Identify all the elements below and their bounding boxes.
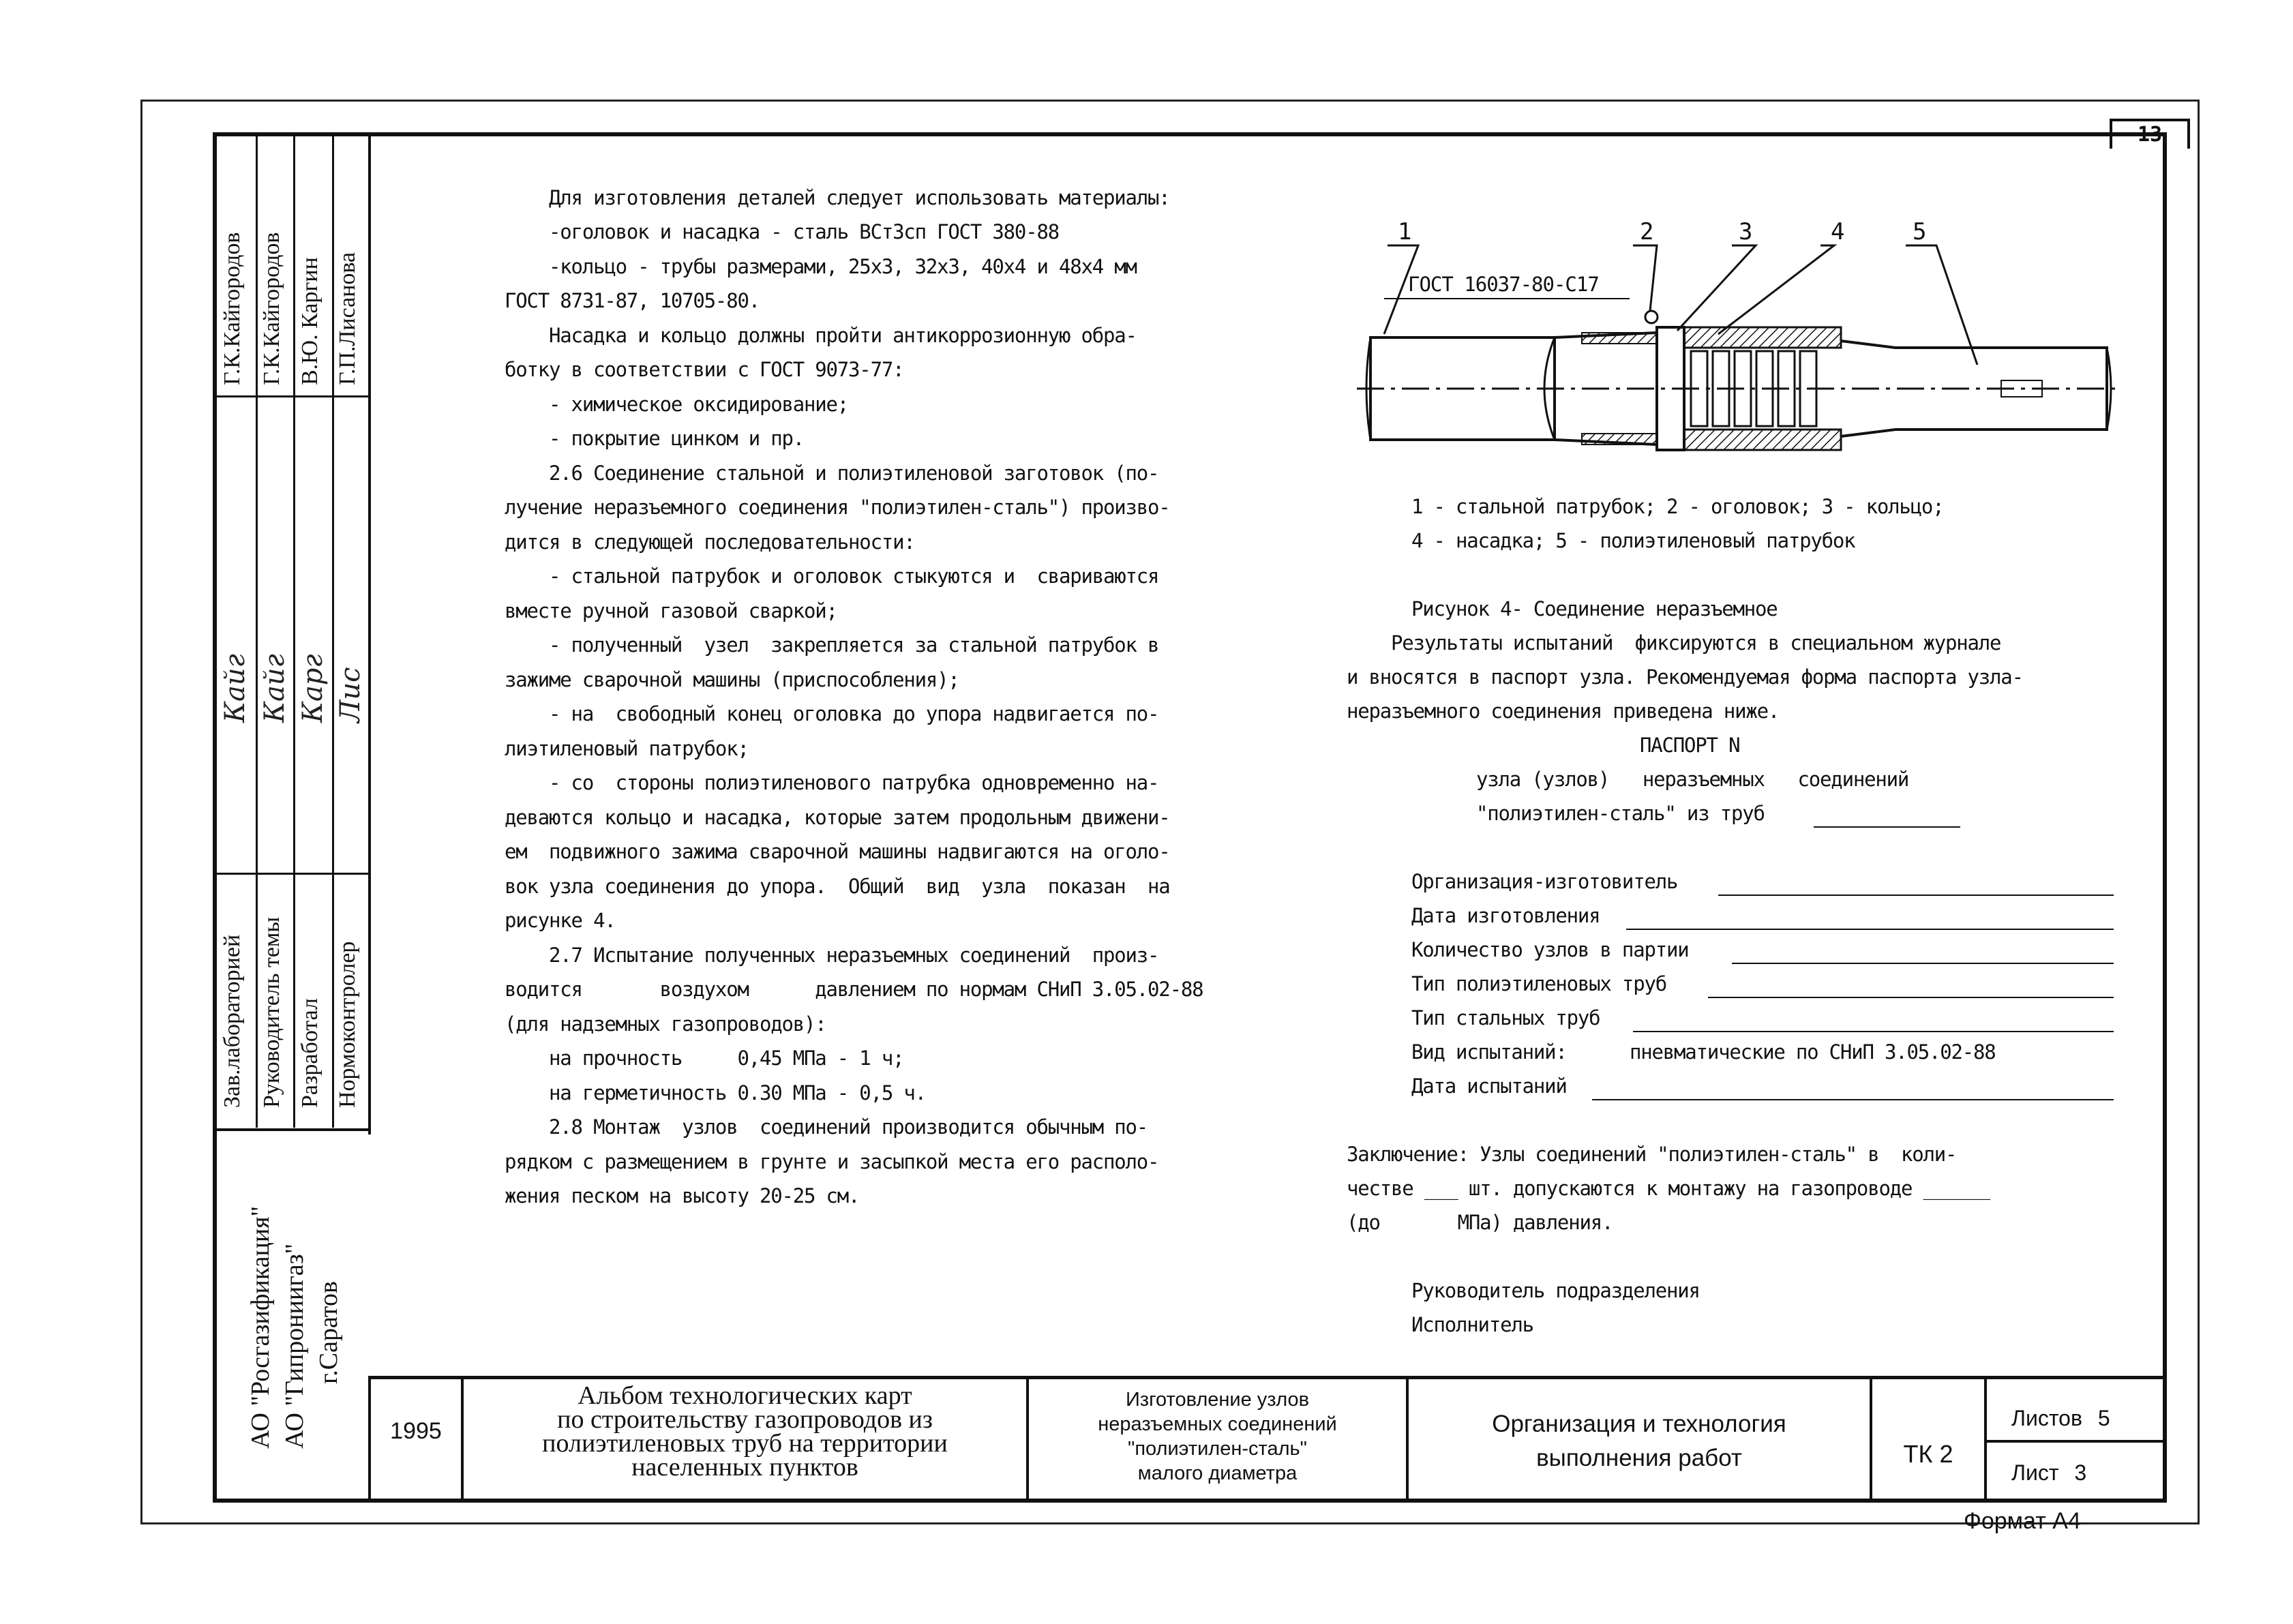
subject-line: неразъемных соединений <box>1098 1413 1337 1435</box>
conclusion-line: Заключение: Узлы соединений "полиэтилен-сталь" в коли- <box>1347 1143 1957 1166</box>
passport-subtitle: узла (узлов) неразъемных соединений <box>1476 768 1909 791</box>
subject-line: малого диаметра <box>1137 1462 1298 1484</box>
organization-line-2: АО "Гипрониигаз" <box>280 1243 309 1449</box>
text-line: зажиме сварочной машины (приспособления); <box>505 668 959 691</box>
text-line: водится воздухом давлением по нормам СНиП 3.05.02-88 <box>505 978 1203 1001</box>
sheet-label: Лист <box>2011 1460 2059 1485</box>
title-year: 1995 <box>390 1418 442 1444</box>
field-label: Тип полиэтиленовых труб <box>1411 972 1666 995</box>
text-line: Результаты испытаний фиксируются в специальном журнале <box>1347 631 2001 655</box>
text-line: (для надземных газопроводов): <box>505 1012 826 1036</box>
text-line: жения песком на высоту 20-25 см. <box>505 1184 860 1207</box>
organization-line-3: г.Саратов <box>314 1281 343 1384</box>
text-line: - химическое оксидирование; <box>505 393 849 416</box>
field-underline <box>1708 997 2114 998</box>
format-label: Формат А4 <box>1964 1508 2081 1534</box>
caption-line: 4 - насадка; 5 - полиэтиленовый патрубок <box>1411 529 1855 552</box>
section-line: Организация и технология <box>1492 1411 1786 1437</box>
field-label: Организация-изготовитель <box>1411 870 1678 893</box>
text-line: - со стороны полиэтиленового патрубка одновременно на- <box>505 771 1159 794</box>
caption-line: 1 - стальной патрубок; 2 - оголовок; 3 - кольцо; <box>1411 495 1944 518</box>
sheet-current <box>2011 1460 2086 1486</box>
staff-name-1: Г.К.Кайгородов <box>220 232 245 385</box>
sheets-label: Листов <box>2011 1406 2082 1430</box>
album-line: полиэтиленовых труб на территории <box>542 1429 948 1458</box>
field-underline <box>1592 1099 2114 1100</box>
section-title <box>1409 1407 1870 1475</box>
signature-2: Кайг <box>259 654 290 723</box>
text-line: 2.8 Монтаж узлов соединений производится обычным по- <box>505 1115 1148 1139</box>
field-underline <box>1732 963 2114 964</box>
album-line: Альбом технологических карт <box>578 1381 912 1410</box>
staff-role-1: Зав.лабораторией <box>220 934 245 1108</box>
sheet-value: 3 <box>2074 1460 2087 1485</box>
signatory: Руководитель подразделения <box>1411 1279 1700 1302</box>
passport-title: ПАСПОРТ N <box>1640 734 1740 757</box>
signatory: Исполнитель <box>1411 1313 1533 1336</box>
callout-2: 2 <box>1640 218 1654 245</box>
subject-line: Изготовление узлов <box>1125 1389 1310 1411</box>
text-line: лиэтиленовый патрубок; <box>505 737 749 760</box>
conclusion-line: честве ___ шт. допускаются к монтажу на газопроводе ______ <box>1347 1177 1990 1200</box>
text-line: деваются кольцо и насадка, которые затем продольным движени- <box>505 806 1170 829</box>
text-line: вместе ручной газовой сваркой; <box>505 599 837 622</box>
text-line: - покрытие цинком и пр. <box>505 427 805 450</box>
text-line: -кольцо - трубы размерами, 25х3, 32х3, 40х4 и 48х4 мм <box>505 255 1137 278</box>
staff-name-2: Г.К.Кайгородов <box>259 232 284 385</box>
callout-4: 4 <box>1831 218 1845 245</box>
text-line: дится в следующей последовательности: <box>505 530 915 554</box>
signature-1: Кайг <box>220 654 251 723</box>
text-line: и вносятся в паспорт узла. Рекомендуемая форма паспорта узла- <box>1347 665 2023 689</box>
subject-line: "полиэтилен-сталь" <box>1128 1438 1307 1460</box>
text-line: Для изготовления деталей следует использовать материалы: <box>505 186 1170 209</box>
staff-name-3: В.Ю. Каргин <box>297 257 323 385</box>
text-line: ГОСТ 8731-87, 10705-80. <box>505 289 760 312</box>
figure-joint <box>1357 218 2120 470</box>
field-label: Дата изготовления <box>1411 904 1600 927</box>
field-value: пневматические по СНиП 3.05.02-88 <box>1630 1040 1996 1064</box>
album-line: населенных пунктов <box>631 1453 858 1482</box>
organization-line-1: АО "Росгазификация" <box>246 1205 275 1449</box>
callout-3: 3 <box>1739 218 1753 245</box>
callout-1: 1 <box>1398 218 1412 245</box>
text-line: - на свободный конец оголовка до упора надвигается по- <box>505 702 1159 725</box>
text-line: - стальной патрубок и оголовок стыкуются и свариваются <box>505 565 1159 588</box>
field-underline <box>1718 894 2114 896</box>
signature-3: Карг <box>297 654 329 723</box>
field-underline <box>1633 1031 2114 1032</box>
field-label: Тип стальных труб <box>1411 1006 1600 1029</box>
text-line: рядком с размещением в грунте и засыпкой места его располо- <box>505 1150 1159 1173</box>
text-line: ботку в соответствии с ГОСТ 9073-77: <box>505 358 904 381</box>
text-line: 2.6 Соединение стальной и полиэтиленовой заготовок (по- <box>505 462 1159 485</box>
staff-role-2: Руководитель темы <box>259 916 284 1108</box>
sheets-count <box>2011 1406 2110 1431</box>
blank-line <box>1814 826 1960 828</box>
text-line: лучение неразъемного соединения "полиэтилен-сталь") произво- <box>505 496 1170 519</box>
figure-title: Рисунок 4- Соединение неразъемное <box>1411 597 1778 620</box>
text-line: вок узла соединения до упора. Общий вид узла показан на <box>505 875 1170 898</box>
text-line: Насадка и кольцо должны пройти антикоррозионную обра- <box>505 324 1137 347</box>
passport-subtitle: "полиэтилен-сталь" из труб <box>1476 802 1765 825</box>
conclusion-line: (до МПа) давления. <box>1347 1211 1613 1234</box>
subject-title <box>1029 1387 1406 1486</box>
sheets-value: 5 <box>2097 1406 2110 1430</box>
album-line: по строительству газопроводов из <box>557 1405 933 1434</box>
staff-name-4: Г.П.Лисанова <box>335 252 360 385</box>
gost-label: ГОСТ 16037-80-С17 <box>1408 273 1599 296</box>
field-label: Вид испытаний: <box>1411 1040 1567 1064</box>
staff-role-3: Разработал <box>297 997 323 1108</box>
text-line: -оголовок и насадка - сталь ВСтЗсп ГОСТ 380-88 <box>505 220 1059 243</box>
document-code: ТК 2 <box>1903 1440 1953 1468</box>
joint-drawing <box>1357 218 2120 470</box>
field-label: Количество узлов в партии <box>1411 938 1689 961</box>
callout-5: 5 <box>1913 218 1927 245</box>
field-underline <box>1626 929 2114 930</box>
field-label: Дата испытаний <box>1411 1074 1567 1098</box>
sheet-number: 13 <box>2110 119 2190 149</box>
text-line: на герметичность 0.30 МПа - 0,5 ч. <box>505 1081 926 1104</box>
staff-role-4: Нормоконтролер <box>335 941 360 1108</box>
album-title <box>464 1381 1026 1482</box>
text-line: ем подвижного зажима сварочной машины надвигаются на оголо- <box>505 840 1170 863</box>
text-line: 2.7 Испытание полученных неразъемных соединений произ- <box>505 944 1159 967</box>
text-line: - полученный узел закрепляется за стальной патрубок в <box>505 633 1159 657</box>
text-line: на прочность 0,45 МПа - 1 ч; <box>505 1047 904 1070</box>
section-line: выполнения работ <box>1536 1445 1742 1471</box>
text-line: неразъемного соединения приведена ниже. <box>1347 700 1780 723</box>
signature-4: Лис <box>335 667 366 723</box>
text-line: рисунке 4. <box>505 909 616 932</box>
